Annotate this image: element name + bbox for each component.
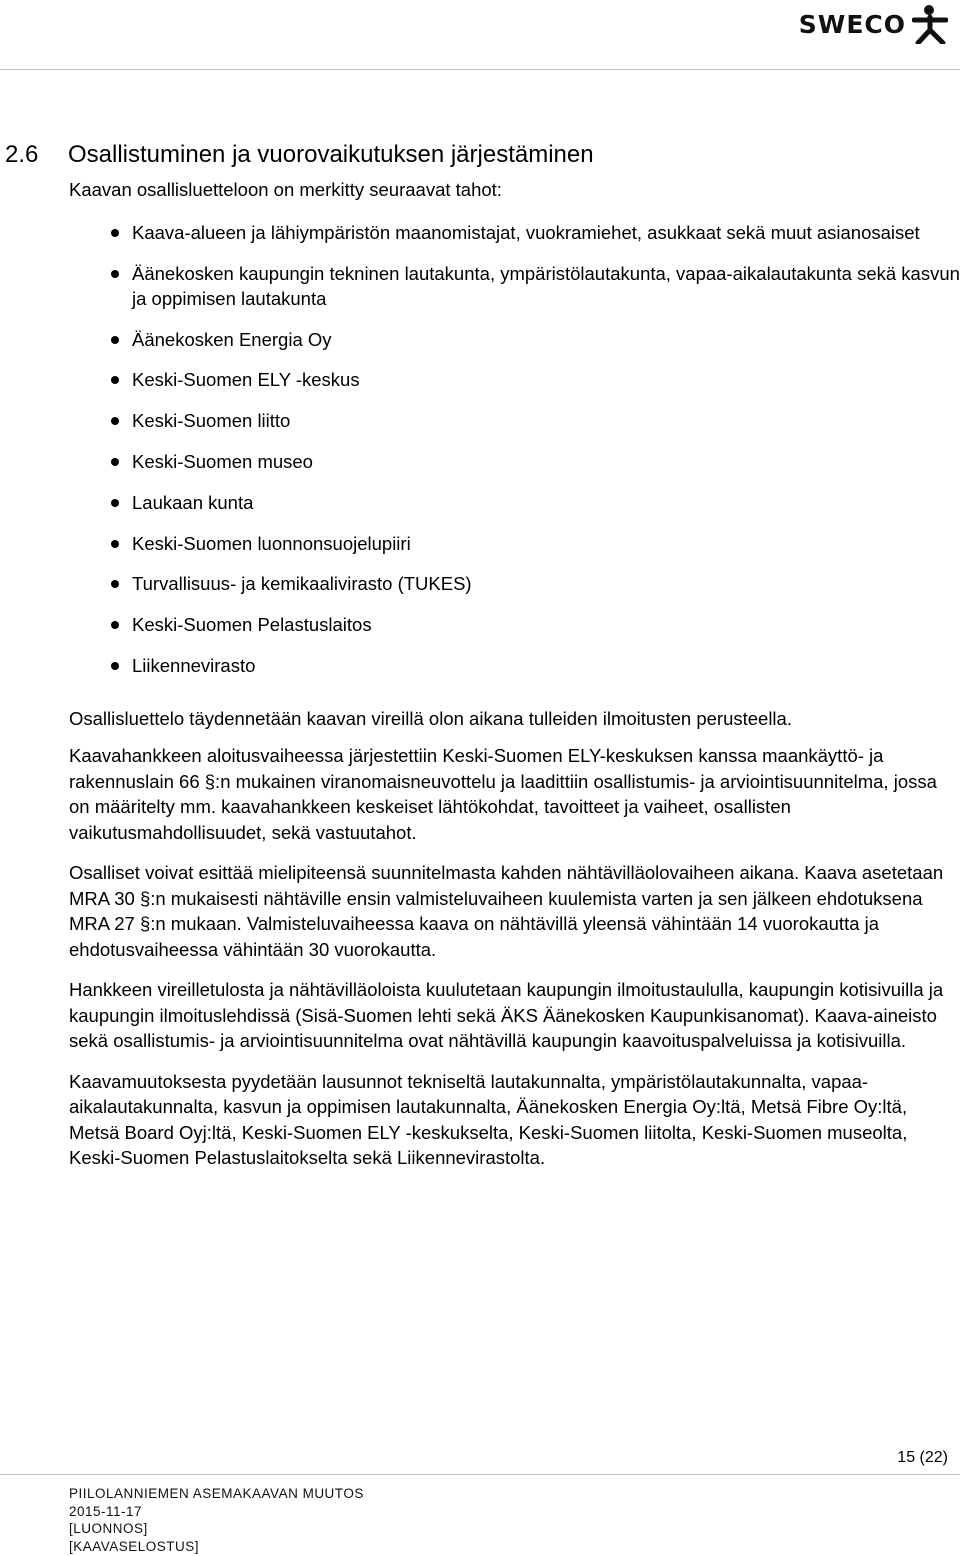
list-item bbox=[111, 653, 960, 678]
footer-date: 2015-11-17 bbox=[69, 1503, 143, 1519]
section-title: Osallistuminen ja vuorovaikutuksen järjestäminen bbox=[68, 141, 594, 168]
list-item bbox=[111, 531, 960, 556]
list-item bbox=[111, 220, 960, 245]
bullet-icon bbox=[111, 376, 119, 384]
paragraph: Hankkeen vireilletulosta ja nähtävilläoloista kuulutetaan kaupungin ilmoitustaululla, kaupungin kotisivuilla ja kaupungin ilmoituslehdissä (Sisä-Suomen lehti sekä ÄKS Äänekosken Kaupunkisanomat). Kaava-aineisto sekä osallistumis- ja arviointisuunnitelma ovat nähtävillä kaupungin kaavoituspalveluissa ja kotisivuilla. bbox=[69, 979, 944, 1052]
list-item-text: Keski-Suomen liitto bbox=[132, 410, 291, 432]
paragraph: Osallisluettelo täydennetään kaavan vireillä olon aikana tulleiden ilmoitusten perusteella. bbox=[69, 707, 792, 729]
paragraph: Osalliset voivat esittää mielipiteensä suunnitelmasta kahden nähtävilläolovaiheen aikana. Kaava asetetaan MRA 30 §:n mukaisesti nähtäville ensin valmisteluvaiheen kuulemista varten ja sen jälkeen ehdotuksena MRA 27 §:n mukaan. Valmisteluvaiheessa kaava on nähtävillä yleensä vähintään 14 vuorokautta ja ehdotusvaiheessa vähintään 30 vuorokautta. bbox=[69, 862, 944, 960]
page-number: 15 (22) bbox=[897, 1449, 948, 1466]
bullet-icon bbox=[111, 270, 119, 278]
list-item-text: Turvallisuus- ja kemikaalivirasto (TUKES) bbox=[132, 573, 472, 595]
footer-project: PIILOLANNIEMEN ASEMAKAAVAN MUUTOS bbox=[69, 1486, 364, 1501]
section-number: 2.6 bbox=[5, 141, 39, 168]
list-item-text: Keski-Suomen luonnonsuojelupiiri bbox=[132, 532, 411, 554]
list-item bbox=[111, 408, 960, 433]
stakeholder-list bbox=[0, 220, 960, 678]
list-item-text: Äänekosken Energia Oy bbox=[132, 328, 332, 350]
list-item bbox=[111, 571, 960, 596]
bullet-icon bbox=[111, 336, 119, 344]
sweco-figure-icon bbox=[912, 4, 948, 44]
list-item-text: Keski-Suomen ELY -keskus bbox=[132, 369, 360, 391]
list-item bbox=[111, 327, 960, 352]
list-item bbox=[111, 612, 960, 637]
bullet-icon bbox=[111, 662, 119, 670]
section-heading bbox=[0, 140, 960, 170]
list-item bbox=[111, 490, 960, 515]
footer-status: [LUONNOS] bbox=[69, 1521, 148, 1537]
company-logo bbox=[799, 4, 948, 44]
bullet-icon bbox=[111, 621, 119, 629]
list-item bbox=[111, 367, 960, 392]
list-item-text: Laukaan kunta bbox=[132, 491, 254, 513]
bullet-icon bbox=[111, 580, 119, 588]
document-body bbox=[0, 140, 960, 1186]
footer bbox=[69, 1485, 364, 1555]
bullet-icon bbox=[111, 229, 119, 237]
list-item-text: Keski-Suomen Pelastuslaitos bbox=[132, 614, 372, 636]
paragraph: Kaavahankkeen aloitusvaiheessa järjestettiin Keski-Suomen ELY-keskuksen kanssa maankäyttö- ja rakennuslain 66 §:n mukainen viranomaisneuvottelu ja laadittiin osallistumis- ja arviointisuunnitelma, jossa on määritelty mm. kaavahankkeen keskeiset lähtökohdat, tavoitteet ja vaiheet, osallisten vaikutusmahdollisuudet, sekä vastuutahot. bbox=[69, 745, 937, 843]
header-divider bbox=[0, 69, 960, 70]
bullet-icon bbox=[111, 499, 119, 507]
body-paragraphs bbox=[69, 706, 954, 1171]
list-item bbox=[111, 449, 960, 474]
list-item-text: Keski-Suomen museo bbox=[132, 450, 313, 472]
bullet-icon bbox=[111, 458, 119, 466]
list-item bbox=[111, 261, 960, 311]
section-intro: Kaavan osallisluetteloon on merkitty seuraavat tahot: bbox=[69, 179, 502, 200]
footer-divider bbox=[0, 1474, 960, 1475]
bullet-icon bbox=[111, 540, 119, 548]
bullet-icon bbox=[111, 417, 119, 425]
paragraph: Kaavamuutoksesta pyydetään lausunnot tekniseltä lautakunnalta, ympäristölautakunnalta, vapaa-aikalautakunnalta, kasvun ja oppimisen lautakunnalta, Äänekosken Energia Oy:ltä, Metsä Fibre Oy:ltä, Metsä Board Oyj:ltä, Keski-Suomen ELY -keskukselta, Keski-Suomen liitolta, Keski-Suomen museolta, Keski-Suomen Pelastuslaitokselta sekä Liikennevirastolta. bbox=[69, 1070, 908, 1169]
list-item-text: Liikennevirasto bbox=[132, 654, 256, 676]
list-item-text: Kaava-alueen ja lähiympäristön maanomistajat, vuokramiehet, asukkaat sekä muut asianosaiset bbox=[132, 222, 920, 243]
list-item-text: Äänekosken kaupungin tekninen lautakunta, ympäristölautakunta, vapaa-aikalautakunta sekä kasvun ja oppimisen lautakunta bbox=[132, 262, 960, 309]
footer-doc-type: [KAAVASELOSTUS] bbox=[69, 1538, 200, 1554]
logo-text: SWECO bbox=[798, 9, 906, 39]
